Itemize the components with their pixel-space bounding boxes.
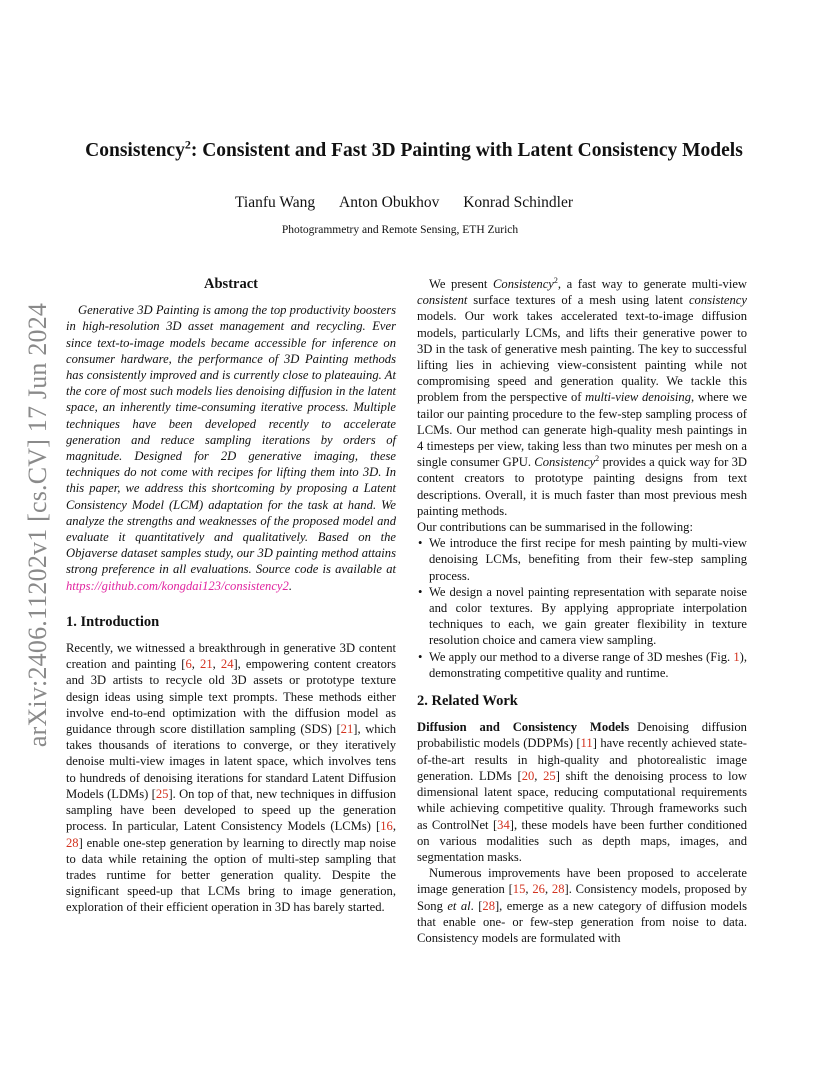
author-name: Anton Obukhov [339,194,440,211]
citation-link[interactable]: 21 [200,657,213,672]
title-rest: : Consistent and Fast 3D Painting with Latent Consistency Models [190,140,743,161]
text-run: , where we tailor our painting procedure to the few-step sampling process of LCMs. Our method can generate high-quality mesh paintings in 4 timesteps per view, taking less than two minutes per mesh on a single consumer GPU. [417,390,747,470]
text-run: Denoising diffusion probabilistic models (DDPMs) [ [417,720,747,751]
text-run: Numerous improvements have been proposed to accelerate image generation [ [417,866,747,897]
related-paragraph [417,865,747,946]
citation-link[interactable]: 28 [551,882,565,897]
section-heading-related-work: 2. Related Work [417,693,518,710]
source-code-link[interactable]: https://github.com/kongdai123/consistency2 [66,578,289,593]
paragraph-runin-heading: Diffusion and Consistency Models [417,720,630,735]
citation-link[interactable]: 25 [543,768,556,783]
section-heading-introduction: 1. Introduction [66,613,160,630]
related-paragraph [417,719,747,865]
citation-link[interactable]: 28 [66,835,79,850]
text-run: , a fast way to generate multi-view [557,277,748,291]
text-run: , [191,657,201,672]
emphasis: consistency [688,293,747,308]
emphasis: consistent [417,293,468,308]
method-superscript: 2 [595,454,600,464]
citation-link[interactable]: 34 [497,817,510,832]
citation-link[interactable]: 6 [185,657,192,672]
contributions-list [417,535,747,681]
emphasis: et al [447,898,471,913]
text-run: We present [429,277,494,291]
title-main: Consistency [85,140,185,161]
text-run: ]. Consistency models, proposed by Song [417,882,748,913]
list-item [429,649,747,681]
text-run: ], which takes thousands of iterations to converge, or they iteratively denoise multi-view images in latent space, which involves tens to hundreds of denoising iterations for standard Latent Diffusion Models (LDMs) [ [66,722,396,801]
text-run: , [525,882,533,897]
text-run: , [544,882,552,897]
abstract-end: . [288,578,292,593]
intro-paragraph-continued [417,276,747,519]
text-run: ]. On top of that, new techniques in diffusion sampling have been developed to speed up the generation process. In particular, Latent Consistency Models (LCMs) [ [66,786,397,834]
citation-link[interactable]: 15 [512,882,526,897]
citation-link[interactable]: 16 [380,819,393,834]
emphasis: multi-view denoising [585,390,691,405]
method-superscript: 2 [553,275,558,285]
text-run: We apply our method to a diverse range of 3D meshes (Fig. [429,649,734,664]
text-run: , [392,819,396,834]
text-run: ] have recently achieved state-of-the-art results in high-quality and photorealistic image generation. LDMs [ [417,736,748,783]
left-column [66,270,396,916]
author-name: Tianfu Wang [235,194,316,211]
author-list [0,194,808,212]
text-run: ], these models have been further conditioned on various modalities such as depth maps, images, and segmentation masks. [417,817,747,864]
citation-link[interactable]: 26 [532,882,545,897]
text-run: ], empowering content creators and 3D artists to recycle old 3D assets or prototype texture design ideas using simple text prompts. These methods either involve end-to-end optimization with the diffusion model as guidance through score distillation sampling (SDS) [ [66,657,396,737]
list-item: • We design a novel painting representation with separate noise and color textures. By applying appropriate interpolation techniques to each, we gain greater flexibility in texture resolution choice and camera view sampling. [429,584,747,649]
arxiv-side-identifier [18,290,58,760]
contributions-lead: Our contributions can be summarised in the following: [417,520,693,535]
citation-link[interactable]: 25 [155,786,169,801]
method-name: Consistency [493,277,554,291]
text-run: models. Our work takes accelerated text-to-image diffusion models, particularly LCMs, and lifts their generative power to 3D in the task of generative mesh painting. The key to successful lifting lies in achieving view-consistent painting while not compromising speed and generation quality. We tackle this problem from the perspective of [417,309,747,405]
text-run: Recently, we witnessed a breakthrough in generative 3D content creation and painting [ [66,641,396,672]
citation-link[interactable]: 24 [220,657,234,672]
citation-link[interactable]: 20 [521,768,535,783]
citation-link[interactable]: 28 [482,898,495,913]
text-run: provides a quick way for 3D content creators to prototype painting designs from text descriptions. Overall, it is much faster than most previous mesh painting methods. [417,455,747,518]
text-run: ] enable one-step generation by learning to directly map noise to data while retaining the option of multi-step sampling that trades runtime for better generation quality. Despite the significant speed-up that LCMs bring to image generation, exploration of their efficient operation in 3D has barely started. [66,835,396,915]
abstract-body: Generative 3D Painting is among the top productivity boosters in high-resolution 3D asset management and recycling. Ever since text-to-image models became accessible for inference on consumer hardware, the performance of 3D Painting methods has consistently improved and is currently close to plateauing. At the core of most such models lies denoising diffusion in the latent space, an inherently time-consuming iterative process. Multiple techniques have been developed recently to accelerate generation and reduce sampling iterations by orders of magnitude. Designed for 2D generative imaging, these techniques do not come with recipes for lifting them into 3D. In this paper, we address this shortcoming by proposing a Latent Consistency Model (LCM) adaptation for the task at hand. We analyze the strengths and weaknesses of the proposed model and evaluate it quantitatively and qualitatively. Based on the Objaverse dataset samples study, our 3D painting method attains strong preference in all evaluations. Source code is available at [66,303,396,577]
arxiv-identifier-text: arXiv:2406.11202v1 [cs.CV] 17 Jun 2024 [23,302,52,748]
text-run: , [534,768,544,783]
figure-link[interactable]: 1 [733,649,740,664]
text-run: ), demonstrating competitive quality and runtime. [429,649,747,680]
text-run: ], emerge as a new category of diffusion models that enable one- or few-step generation from noise to data. Consistency models are formulated with [417,898,747,945]
abstract-text [66,302,396,594]
title-superscript: 2 [184,137,191,152]
right-column [417,276,747,946]
text-run: surface textures of a mesh using latent [467,293,689,308]
text-run: . [ [470,898,483,913]
intro-paragraph [66,640,396,915]
author-name: Konrad Schindler [463,194,573,211]
citation-link[interactable]: 11 [580,736,593,751]
affiliation: Photogrammetry and Remote Sensing, ETH Zurich [281,224,519,236]
list-item: • We introduce the first recipe for mesh painting by multi-view denoising LCMs, benefiting from their few-step sampling process. [429,535,747,584]
citation-link[interactable]: 21 [340,722,354,737]
method-name: Consistency [534,455,596,470]
text-run: ] shift the denoising process to low dimensional latent space, reducing computational requirements while achieving competitive quality. Through frameworks such as ControlNet [ [417,768,747,832]
abstract-heading: Abstract [204,276,258,292]
paper-title [40,137,788,162]
text-run: , [212,657,221,672]
